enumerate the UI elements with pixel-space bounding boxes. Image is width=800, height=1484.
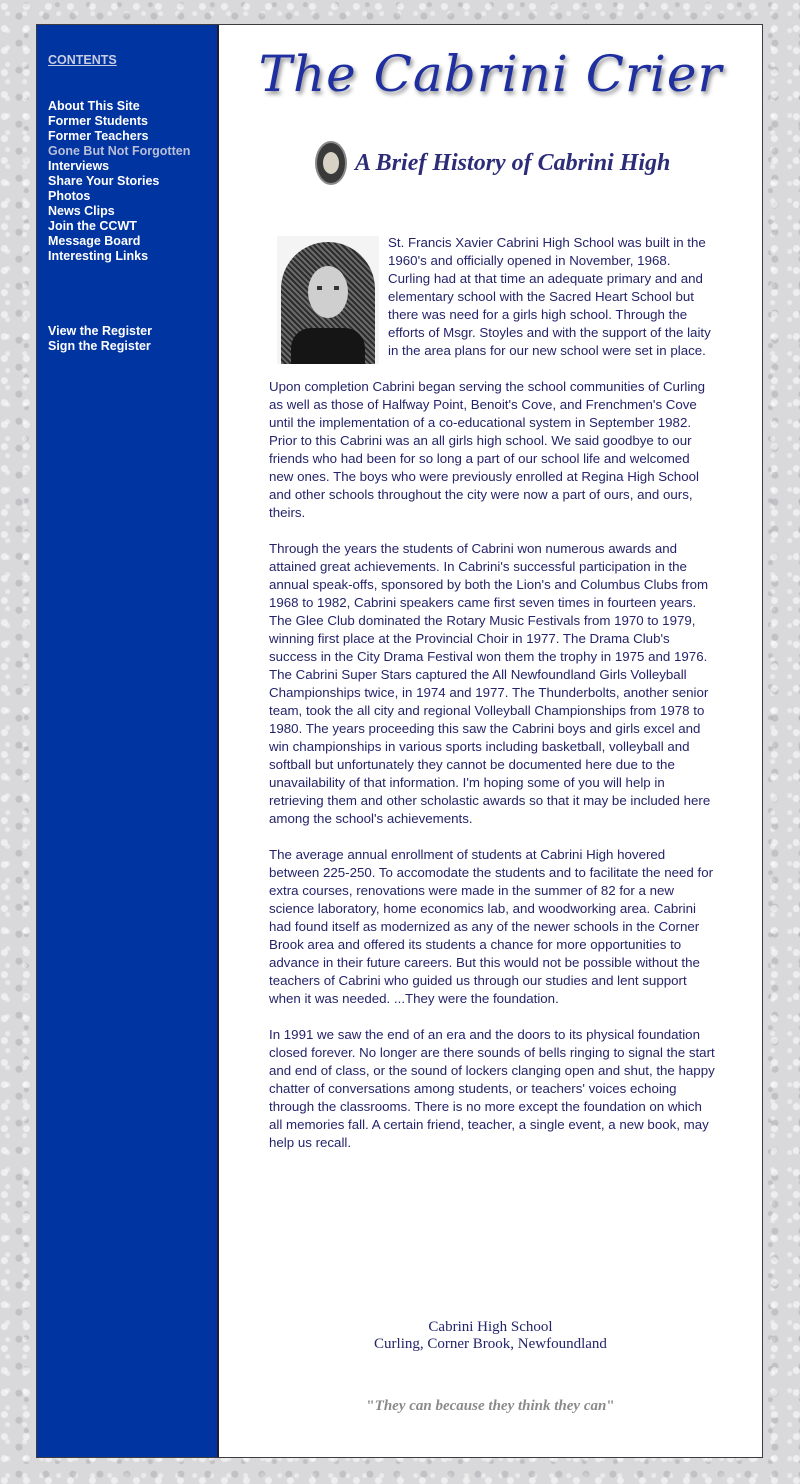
nav-message-board[interactable]: Message Board	[48, 234, 141, 248]
article-paragraph: Upon completion Cabrini began serving the school communities of Curling as well as those of Halfway Point, Benoit's Cove, and Frenchmen's Cove until the implementation of a co-educational system in September 1982. Prior to this Cabrini was an all girls high school. We said goodbye to our friends who had been for so long a part of our school life and welcomed new ones. The boys who were previously enrolled at Regina High School and other schools throughout the city were now a part of ours, and ours, theirs.	[269, 379, 706, 520]
contents-link[interactable]: CONTENTS	[48, 53, 117, 67]
school-motto	[219, 1398, 762, 1415]
motto-close-quote: "	[606, 1398, 615, 1414]
article-paragraph: The average annual enrollment of students at Cabrini High hovered between 225-250. To accomodate the students and to facilitate the need for extra courses, renovations were made in the summer of 82 for a new science laboratory, home economics lab, and woodworking area. Cabrini had found itself as modernized as any of the newer schools in the Corner Brook area and offered its students a chance for more opportunities to advance in their future careers. But this would not be possible without the teachers of Cabrini who guided us through our studies and lent support when it was needed. ...They were the foundation.	[269, 847, 714, 1006]
sign-register-link[interactable]: Sign the Register	[48, 339, 151, 353]
article-paragraph: Through the years the students of Cabrini won numerous awards and attained great achievements. In Cabrini's successful participation in the annual speak-offs, sponsored by both the Lion's and Columbus Clubs from 1968 to 1982, Cabrini speakers came first seven times in fourteen years. The Glee Club dominated the Rotary Music Festivals from 1970 to 1979, winning first place at the Provincial Choir in 1977. The Drama Club's success in the City Drama Festival won them the trophy in 1975 and 1976. The Cabrini Super Stars captured the All Newfoundland Girls Volleyball Championships twice, in 1974 and 1977. The Thunderbolts, another senior team, took the all city and regional Volleyball Championships from 1978 to 1980. The years proceeding this saw the Cabrini boys and girls excel and win championships in various sports including basketball, volleyball and softball but unfortunately they cannot be documented here due to the unavailability of that information. I'm hoping some of you will help in retrieving them and other scholastic awards so that it may be included here among the school's achievements.	[269, 541, 711, 826]
nav-former-teachers[interactable]: Former Teachers	[48, 129, 149, 143]
site-banner-title: The Cabrini Crier	[258, 45, 723, 103]
nav-about-this-site[interactable]: About This Site	[48, 99, 140, 113]
nav-interviews[interactable]: Interviews	[48, 159, 110, 173]
footer-address	[219, 1319, 762, 1353]
sidebar	[37, 25, 219, 1457]
article-paragraph: St. Francis Xavier Cabrini High School was built in the 1960's and officially opened in November, 1968. Curling had at that time an adequate primary and and elementary school with the Sacred Heart School but there was need for a girls high school. Through the efforts of Msgr. Stoyles and with the support of the laity in the area plans for our new school were set in place.	[388, 235, 711, 358]
nav-interesting-links[interactable]: Interesting Links	[48, 249, 149, 263]
nav-former-students[interactable]: Former Students	[48, 114, 149, 128]
page-title: A Brief History of Cabrini High	[355, 149, 671, 176]
motto-open-quote: "	[366, 1398, 375, 1414]
article-body	[269, 234, 715, 1170]
article-paragraph: In 1991 we saw the end of an era and the doors to its physical foundation closed forever. No longer are there sounds of bells ringing to signal the start and end of class, or the sound of lockers clanging open and shut, the happy chatter of conversations among students, or teachers' voices echoing through the classrooms. There is no more except the foundation on which all memories fall. A certain friend, teacher, a single event, a new book, may help us recall.	[269, 1027, 715, 1150]
view-register-link[interactable]: View the Register	[48, 324, 152, 338]
nav-share-your-stories[interactable]: Share Your Stories	[48, 174, 160, 188]
nav-photos[interactable]: Photos	[48, 189, 91, 203]
main-content	[219, 25, 762, 1457]
history-heading	[315, 141, 670, 185]
nav-join-the-ccwt[interactable]: Join the CCWT	[48, 219, 137, 233]
nav-gone-but-not-forgotten[interactable]: Gone But Not Forgotten	[48, 144, 191, 158]
founder-portrait-image	[277, 236, 379, 364]
motto-text: They can because they think they can	[374, 1398, 607, 1414]
nav-list	[48, 99, 217, 264]
school-crest-icon	[315, 141, 347, 185]
nav-news-clips[interactable]: News Clips	[48, 204, 115, 218]
page-frame	[36, 24, 763, 1458]
register-links	[48, 324, 217, 354]
footer-location: Curling, Corner Brook, Newfoundland	[374, 1336, 607, 1352]
footer-school-name: Cabrini High School	[428, 1319, 553, 1335]
